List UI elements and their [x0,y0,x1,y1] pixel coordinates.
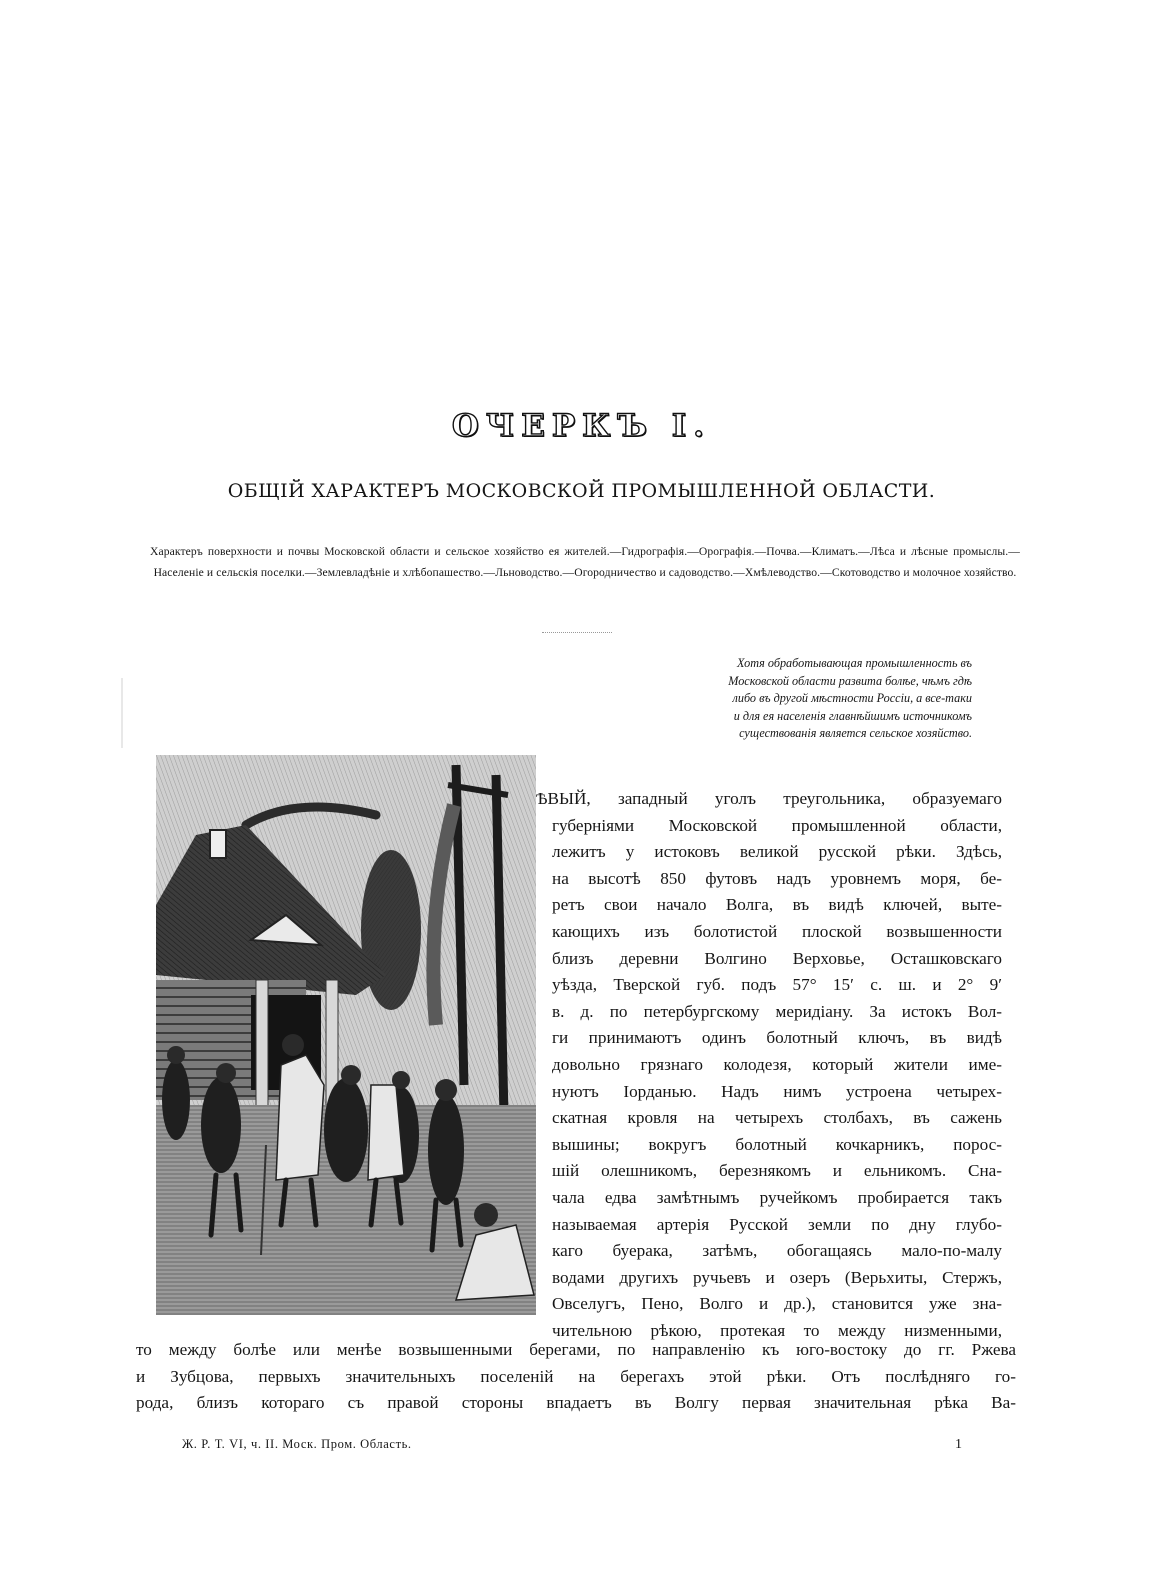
margin-scan-mark [121,678,123,748]
body-line: нуютъ Іорданью. Надъ нимъ устроена четырех- [552,1081,1002,1101]
body-line: в. д. по петербургскому меридіану. За истокъ Вол- [552,1001,1002,1021]
body-line: рода, близъ котораго съ правой стороны впадаетъ въ Волгу первая значительная рѣка Ва- [136,1393,1016,1413]
body-line: на высотѣ 850 футовъ надъ уровнемъ моря, бе- [552,868,1002,888]
epigraph-line: существованія является сельское хозяйство. [739,726,972,741]
epigraph-line: либо въ другой мѣстности Россіи, а все-таки [732,691,972,706]
body-line: Овселугъ, Пено, Волго и др.), становится уже зна- [552,1294,1002,1314]
body-line: водами другихъ ручьевъ и озеръ (Верьхиты, Стержъ, [552,1267,1002,1287]
body-line: каго буерака, затѣмъ, обогащаясь мало-по-малу [552,1241,1002,1261]
body-line: лежитъ у истоковъ великой русской рѣки. Здѣсь, [552,842,1002,862]
body-line: называемая артерія Русской земли по дну глубо- [552,1214,1002,1234]
body-line: шій олешникомъ, березнякомъ и ельникомъ. Сна- [552,1161,1002,1181]
section-divider [542,632,612,633]
body-line: и Зубцова, первыхъ значительныхъ поселеній на берегахъ этой рѣки. Отъ послѣдняго го- [136,1366,1016,1386]
body-line: кающихъ изъ болотистой плоской возвышенности [552,921,1002,941]
page-number: 1 [955,1437,962,1452]
body-line: вышины; вокругъ болотный кочкарникъ, порос- [552,1134,1002,1154]
body-line: довольно грязнаго колодезя, который жители име- [552,1054,1002,1074]
body-line: чала едва замѣтнымъ ручейкомъ пробирается такъ [552,1187,1002,1207]
body-line: ги принимаютъ одинъ болотный ключъ, въ видѣ [552,1028,1002,1048]
body-line: ѢВЫЙ, западный уголъ треугольника, образуемаго [536,789,1002,808]
epigraph-line: Московской области развита болѣе, чѣмъ гдѣ [728,673,972,688]
body-text-full-width [136,1337,1016,1417]
body-line: уѣзда, Тверской губ. подъ 57° 15′ с. ш. и 2° 9′ [552,975,1002,995]
body-line: близъ деревни Волгино Верховье, Осташковскаго [552,948,1002,968]
body-line: скатная кровля на четырехъ столбахъ, въ сажень [552,1108,1002,1128]
body-line: губерніями Московской промышленной области, [552,815,1002,835]
chapter-summary: Характеръ поверхности и почвы Московской области и сельское хозяйство ея жителей.—Гидрографія.—Орографія.—Почва.—Климатъ.—Лѣса и лѣсные промыслы.—Населеніе и сельскія поселки.—Землевладѣніе и хлѣбопашество.—Льноводство.—Огородничество и садоводство.—Хмѣлеводство.—Скотоводство и молочное хозяйство. [150,545,1020,579]
body-text-column [536,786,1002,1344]
body-line: то между болѣе или менѣе возвышенными берегами, по направленію къ юго-востоку до гг. Ржева [136,1340,1016,1359]
chapter-title: ОЧЕРКЪ I. [451,408,712,444]
body-line: ретъ свои начало Волга, въ видѣ ключей, выте- [552,895,1002,915]
epigraph-line: и для ея населенія главнѣйшимъ источникомъ [733,708,972,723]
body-line: чительною рѣкою, протекая то между низменными, [552,1320,1002,1340]
printer-signature: Ж. Р. Т. VI, ч. II. Моск. Пром. Область. [182,1437,412,1451]
chapter-subtitle: ОБЩІЙ ХАРАКТЕРЪ МОСКОВСКОЙ ПРОМЫШЛЕННОЙ ОБЛАСТИ. [227,480,936,502]
village-engraving [156,755,536,1315]
epigraph [672,655,972,743]
epigraph-line: Хотя обработывающая промышленность въ [736,656,972,670]
